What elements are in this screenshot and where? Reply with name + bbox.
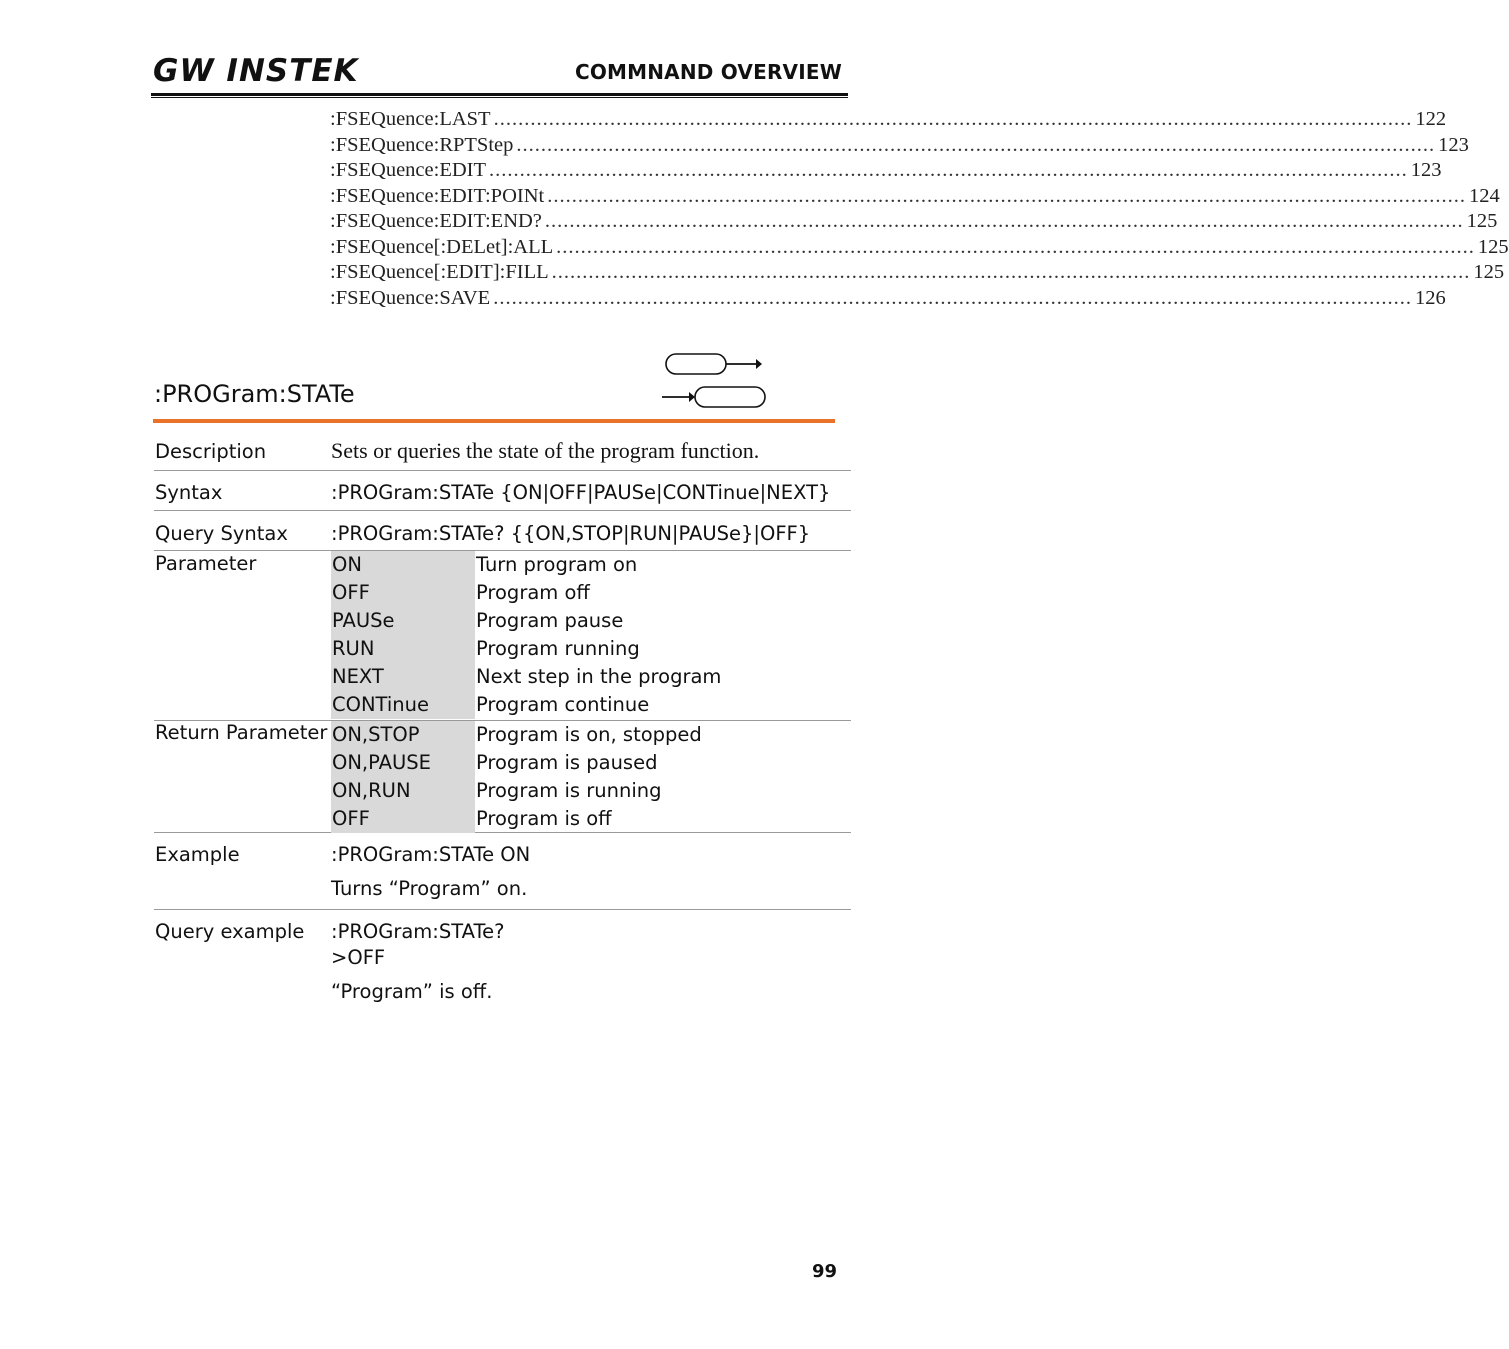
parameter-description: Program pause bbox=[476, 609, 624, 632]
toc-entry-page: 125 bbox=[1477, 235, 1509, 258]
toc-entry[interactable] bbox=[330, 108, 1447, 134]
toc-entry-label: :FSEQuence:SAVE bbox=[330, 286, 491, 309]
query-example-label: Query example bbox=[155, 920, 305, 943]
toc-entry-label: :FSEQuence:EDIT bbox=[330, 159, 486, 181]
parameter-key: CONTinue bbox=[331, 691, 475, 719]
toc-leader-dots bbox=[489, 159, 1408, 182]
syntax-label: Syntax bbox=[155, 481, 223, 504]
toc-entry-page: 125 bbox=[1473, 261, 1505, 283]
toc-leader-dots bbox=[516, 134, 1435, 157]
description-text: Sets or queries the state of the program function. bbox=[331, 438, 760, 463]
example-note: Turns “Program” on. bbox=[331, 877, 528, 900]
example-label: Example bbox=[155, 843, 240, 866]
logo-text: GW INSTEK bbox=[153, 53, 359, 89]
header-divider bbox=[151, 93, 848, 96]
title-underline bbox=[153, 419, 835, 423]
description-row bbox=[154, 432, 851, 471]
toc-entry-page: 123 bbox=[1410, 159, 1442, 181]
toc-entry[interactable] bbox=[330, 184, 1500, 211]
description-label: Description bbox=[155, 440, 267, 463]
toc-leader-dots bbox=[552, 261, 1471, 284]
return-parameter-description: Program is running bbox=[476, 779, 662, 802]
toc-entry-page: 122 bbox=[1415, 108, 1447, 130]
toc-leader-dots bbox=[493, 287, 1412, 310]
return-parameter-description: Program is on, stopped bbox=[476, 723, 702, 746]
page-number: 99 bbox=[812, 1261, 838, 1282]
parameter-label: Parameter bbox=[155, 552, 257, 575]
parameter-description: Turn program on bbox=[476, 553, 638, 576]
parameter-grid bbox=[331, 551, 851, 719]
return-parameter-key: ON,PAUSE bbox=[331, 749, 475, 777]
toc-leader-dots bbox=[494, 108, 1413, 131]
query-example-note: “Program” is off. bbox=[331, 980, 493, 1003]
query-syntax-text: :PROGram:STATe? {{ON,STOP|RUN|PAUSe}|OFF} bbox=[331, 522, 811, 545]
return-parameter-row bbox=[154, 721, 851, 833]
query-example-response: >OFF bbox=[331, 946, 386, 969]
parameter-description: Next step in the program bbox=[476, 665, 722, 688]
parameter-key: PAUSe bbox=[331, 607, 475, 635]
toc-entry[interactable] bbox=[330, 261, 1505, 287]
query-example-row bbox=[154, 910, 851, 1020]
return-parameter-key: OFF bbox=[331, 805, 475, 833]
toc-entry-label: :FSEQuence:RPTStep bbox=[330, 133, 514, 156]
toc-entry-label: :FSEQuence:LAST bbox=[330, 108, 491, 130]
toc-entry-label: :FSEQuence:EDIT:END? bbox=[330, 210, 542, 232]
command-title: :PROGram:STATe bbox=[154, 380, 355, 408]
query-example-command: :PROGram:STATe? bbox=[331, 920, 505, 943]
toc-list bbox=[330, 108, 1509, 312]
toc-entry[interactable] bbox=[330, 133, 1469, 160]
toc-entry-page: 123 bbox=[1438, 133, 1469, 156]
toc-entry-page: 125 bbox=[1466, 210, 1498, 232]
return-parameter-label: Return Parameter bbox=[155, 721, 328, 744]
syntax-row bbox=[154, 471, 851, 511]
parameter-description: Program running bbox=[476, 637, 640, 660]
toc-entry-label: :FSEQuence[:EDIT]:FILL bbox=[330, 261, 549, 283]
toc-entry[interactable] bbox=[330, 286, 1446, 313]
return-parameter-key: ON,STOP bbox=[331, 721, 475, 749]
toc-entry-page: 124 bbox=[1468, 184, 1500, 207]
parameter-key: NEXT bbox=[331, 663, 475, 691]
section-header: COMMNAND OVERVIEW bbox=[574, 60, 842, 84]
toc-entry-label: :FSEQuence:EDIT:POINt bbox=[330, 184, 545, 207]
toc-entry-page: 126 bbox=[1414, 286, 1446, 309]
toc-leader-dots bbox=[547, 185, 1466, 208]
query-syntax-label: Query Syntax bbox=[155, 522, 288, 545]
query-command-icon bbox=[660, 385, 768, 409]
header-divider-thin bbox=[151, 97, 848, 98]
toc-entry[interactable] bbox=[330, 159, 1442, 185]
toc-entry-label: :FSEQuence[:DELet]:ALL bbox=[330, 235, 554, 258]
syntax-text: :PROGram:STATe {ON|OFF|PAUSe|CONTinue|NEXT} bbox=[331, 481, 831, 504]
command-spec-table bbox=[154, 432, 851, 1020]
return-parameter-description: Program is paused bbox=[476, 751, 658, 774]
return-parameter-grid bbox=[331, 721, 851, 833]
parameter-description: Program continue bbox=[476, 693, 650, 716]
toc-entry[interactable] bbox=[330, 235, 1509, 262]
parameter-key: OFF bbox=[331, 579, 475, 607]
toc-leader-dots bbox=[545, 210, 1464, 233]
query-syntax-row bbox=[154, 511, 851, 551]
toc-leader-dots bbox=[556, 236, 1475, 259]
parameter-description: Program off bbox=[476, 581, 590, 604]
example-row bbox=[154, 833, 851, 910]
set-command-icon bbox=[664, 352, 764, 376]
example-command: :PROGram:STATe ON bbox=[331, 843, 531, 866]
parameter-row bbox=[154, 551, 851, 721]
return-parameter-key: ON,RUN bbox=[331, 777, 475, 805]
toc-entry[interactable] bbox=[330, 210, 1498, 236]
return-parameter-description: Program is off bbox=[476, 807, 612, 830]
parameter-key: ON bbox=[331, 551, 475, 579]
gw-instek-logo bbox=[153, 52, 359, 89]
parameter-key: RUN bbox=[331, 635, 475, 663]
